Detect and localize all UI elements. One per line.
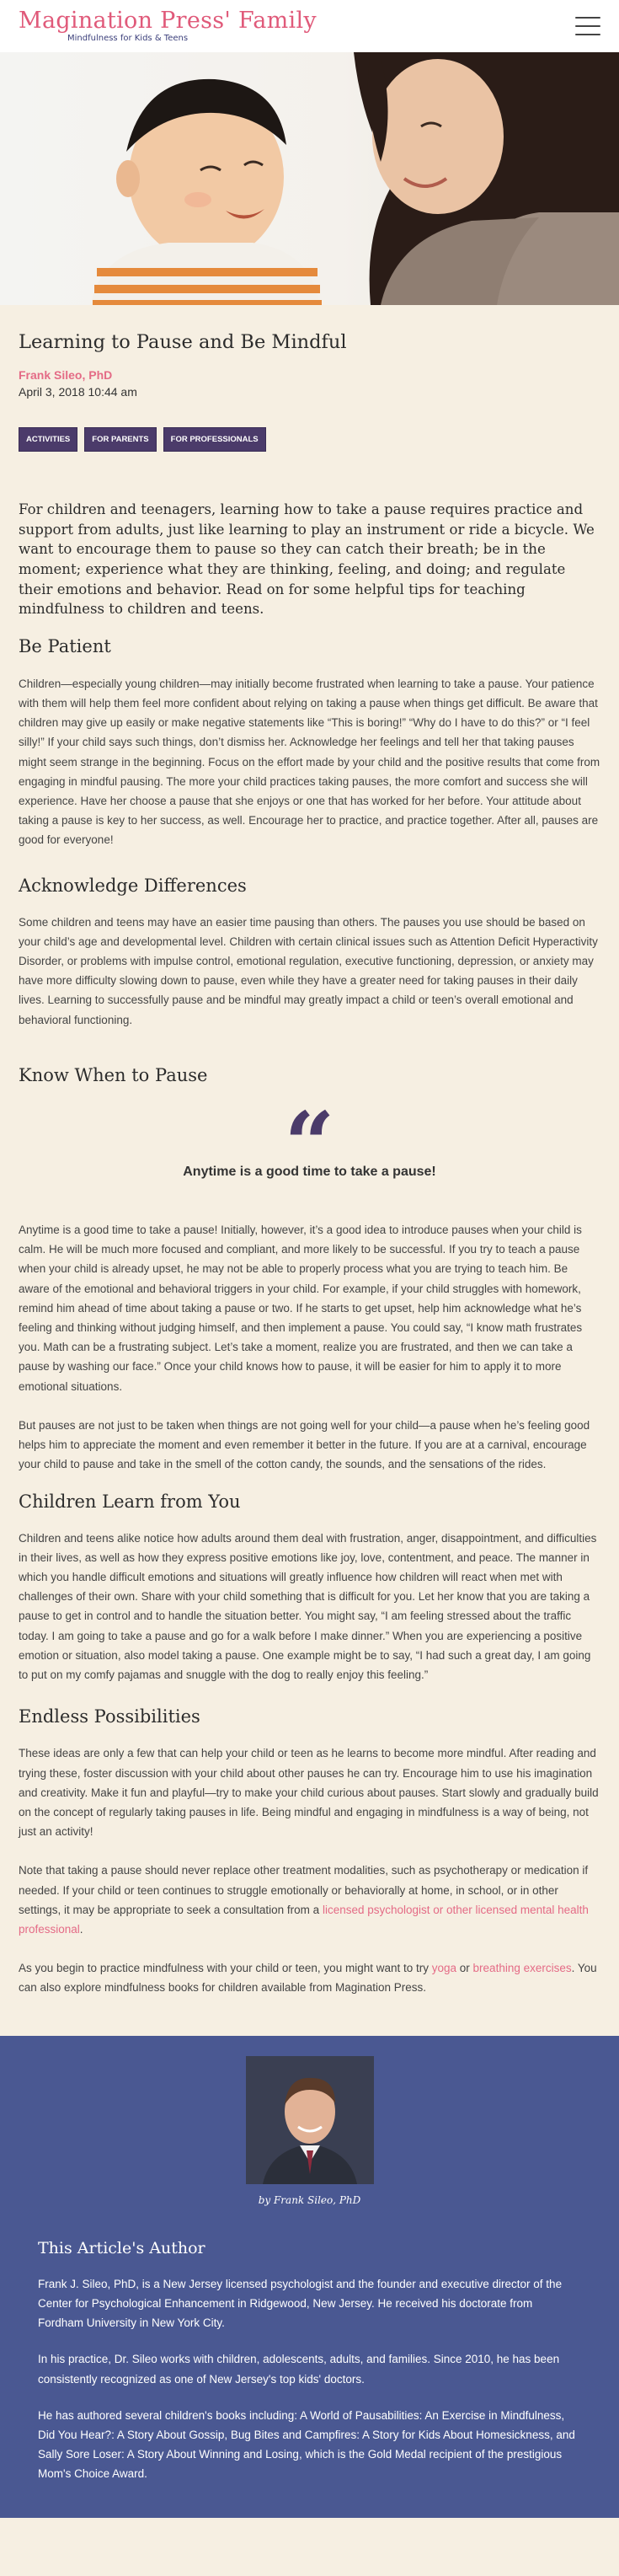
article (0, 305, 619, 1998)
post-date: April 3, 2018 10:44 am (19, 385, 137, 399)
endless-body-2-text: Note that taking a pause should never replace other treatment modalities, such as psychotherapy or medication if needed. If your child or teen continues to struggle emotionally or behaviorally at home, in school, or in other settings, it may be appropriate to seek a consultation from a (19, 1864, 589, 1916)
quote-icon: “ (284, 1091, 335, 1196)
heading-children-learn: Children Learn from You (19, 1491, 241, 1512)
author-byline: by Frank Sileo, PhD (258, 2193, 361, 2206)
site-header (0, 0, 619, 52)
author-section (0, 2036, 619, 2518)
hero-image (0, 52, 619, 305)
author-heading: This Article's Author (38, 2238, 205, 2257)
hamburger-icon[interactable] (575, 17, 600, 35)
be-patient-body: Children—especially young children—may initially become frustrated when learning to take a pause. Your patience with them will help them feel more confident about relying on taking a pause when things get difficult. Be aware that children may give up easily or make negative statements like “This is boring!” “Why do I have to do this?” or “I feel silly!” If your child says such things, don’t dismiss her. Acknowledge her feelings and tell her that taking pauses might seem strange in the beginning. Focus on the effort made by your child and the positive results that come from engaging in mindful pausing. The more your child practices taking pauses, the more comfort and success she will experience. Have her choose a pause that she enjoys or one that has worked for her before. Your attitude about taking a pause is key to her success, as well. Encourage her to practice, and practice together. After all, pauses are good for everyone! (19, 677, 600, 847)
endless-body-3-end: . You can also explore mindfulness books for children available from Magination Press. (19, 1962, 597, 1995)
endless-body-2 (19, 1861, 600, 1939)
heading-be-patient: Be Patient (19, 635, 111, 656)
endless-body-1: These ideas are only a few that can help your child or teen as he learns to become more mindful. After reading and trying these, foster discussion with your child about other pauses he can try. Encourage him to use his imagination and creativity. Make it fun and playful—try to make your child curious about pauses. Start slowly and gradually build on the concept of regularly taking pauses in life. Being mindful and engaging in mindfulness is a way of being, not just an activity! (19, 1747, 599, 1839)
logo-subtitle: Mindfulness for Kids & Teens (67, 34, 189, 43)
logo-title: Magination Press' Family (19, 8, 317, 34)
breathing-exercises-link[interactable]: breathing exercises (472, 1962, 572, 1975)
know-when-body-2: But pauses are not just to be taken when things are not going well for your child—a pause when he’s feeling good helps him to appreciate the moment and even remember it better in the future. If you are at a carnival, encourage your child to pause and take in the smell of the cotton candy, the sounds, and the sensations of the rides. (19, 1418, 590, 1471)
heading-endless-possibilities: Endless Possibilities (19, 1706, 200, 1727)
tag-for-parents[interactable]: FOR PARENTS (84, 427, 156, 452)
author-bio-2: In his practice, Dr. Sileo works with children, adolescents, adults, and families. Since 2010, he has been consistently recognized as one of New Jersey's top kids' doctors. (38, 2353, 560, 2386)
author-link[interactable]: Frank Sileo, PhD (19, 368, 113, 383)
endless-body-3-text: As you begin to practice mindfulness with your child or teen, you might want to try (19, 1962, 432, 1975)
author-photo-wrap (38, 2056, 581, 2184)
article-intro: For children and teenagers, learning how to take a pause requires practice and support from adults, just like learning to play an instrument or ride a bicycle. We want to encourage them to pause so they can catch their breath; be in the moment; experience what they are thinking, feeling, and doing; and regulate their emotions and behavior. Read on for some helpful tips for teaching mindfulness to children and teens. (19, 501, 595, 618)
endless-body-3 (19, 1958, 600, 1997)
know-when-body-1: Anytime is a good time to take a pause! Initially, however, it’s a good idea to introduce pauses when your child is calm. He will be much more focused and compliant, and more likely to be successful. If you try to teach a pause when your child is already upset, he may not be able to properly process what you are trying to teach him. Be aware of the emotional and behavioral triggers in your child. For example, if your child struggles with homework, remind him ahead of time about taking a pause or two. If he starts to get upset, help him acknowledge what he’s feeling and thinking without judging himself, and then implement a pause. You could say, “I know math frustrates you. Math can be a frustrating subject. Let’s take a moment, realize you are frustrated, and then we can take a pause by washing our face.” Once your child knows how to pause, it will be easier for him to apply it to more emotional situations. (19, 1223, 583, 1393)
heading-know-when-to-pause: Know When to Pause (19, 1064, 208, 1085)
psychologist-link[interactable]: licensed psychologist or other licensed mental health professional (19, 1903, 589, 1936)
author-photo (246, 2056, 374, 2184)
endless-body-3-or: or (456, 1962, 473, 1975)
author-bio-3: He has authored several children's books including: A World of Pausabilities: An Exercise in Mindfulness, Did You Hear?: A Story About Gossip, Bug Bites and Campfires: A Story for Kids About Homesickness, and Sally Sore Loser: A Story About Winning and Losing, which is the Gold Medal recipient of the prestigious Mom's Choice Award. (38, 2408, 575, 2481)
acknowledge-body: Some children and teens may have an easier time pausing than others. The pauses you use should be based on your child’s age and developmental level. Children with certain clinical issues such as Attention Deficit Hyperactivity Disorder, or problems with impulse control, emotional regulation, executive functioning, depression, or anxiety may have more difficulty slowing down to pause, even while they have a greater need for taking pauses in their daily lives. Learning to successfully pause and be mindful may greatly impact a child or teen’s overall emotional and behavioral functioning. (19, 915, 598, 1026)
yoga-link[interactable]: yoga (431, 1962, 457, 1975)
tag-activities[interactable]: ACTIVITIES (19, 427, 77, 452)
endless-body-2-end: . (79, 1923, 83, 1936)
heading-acknowledge-differences: Acknowledge Differences (19, 875, 247, 896)
article-title: Learning to Pause and Be Mindful (19, 331, 347, 353)
children-learn-body: Children and teens alike notice how adults around them deal with frustration, anger, disappointment, and difficulties in their lives, as well as how they express positive emotions like joy, love, contentment, and peace. The manner in which you handle difficult emotions and situations will greatly influence how children will react when met with challenges of their own. Share with your child something that is difficult for you. Let her know that you are taking a pause to get in control and to handle the situation better. You might say, “I am feeling stressed about the traffic today. I am going to take a pause and go for a walk before I make dinner.” When you are experiencing a positive emotion or situation, also model taking a pause. One example might be to say, “I had such a great day, I am going to put on my comfy pajamas and snuggle with the dog to really enjoy this feeling.” (19, 1531, 597, 1682)
pull-quote: Anytime is a good time to take a pause! (183, 1164, 436, 1179)
site-logo[interactable] (19, 9, 317, 43)
tag-for-professionals[interactable]: FOR PROFESSIONALS (163, 427, 266, 452)
author-bio-1: Frank J. Sileo, PhD, is a New Jersey licensed psychologist and the founder and executive director of the Center for Psychological Enhancement in Ridgewood, New Jersey. He received his doctorate from Fordham University in New York City. (38, 2277, 563, 2330)
tag-list (19, 427, 600, 452)
